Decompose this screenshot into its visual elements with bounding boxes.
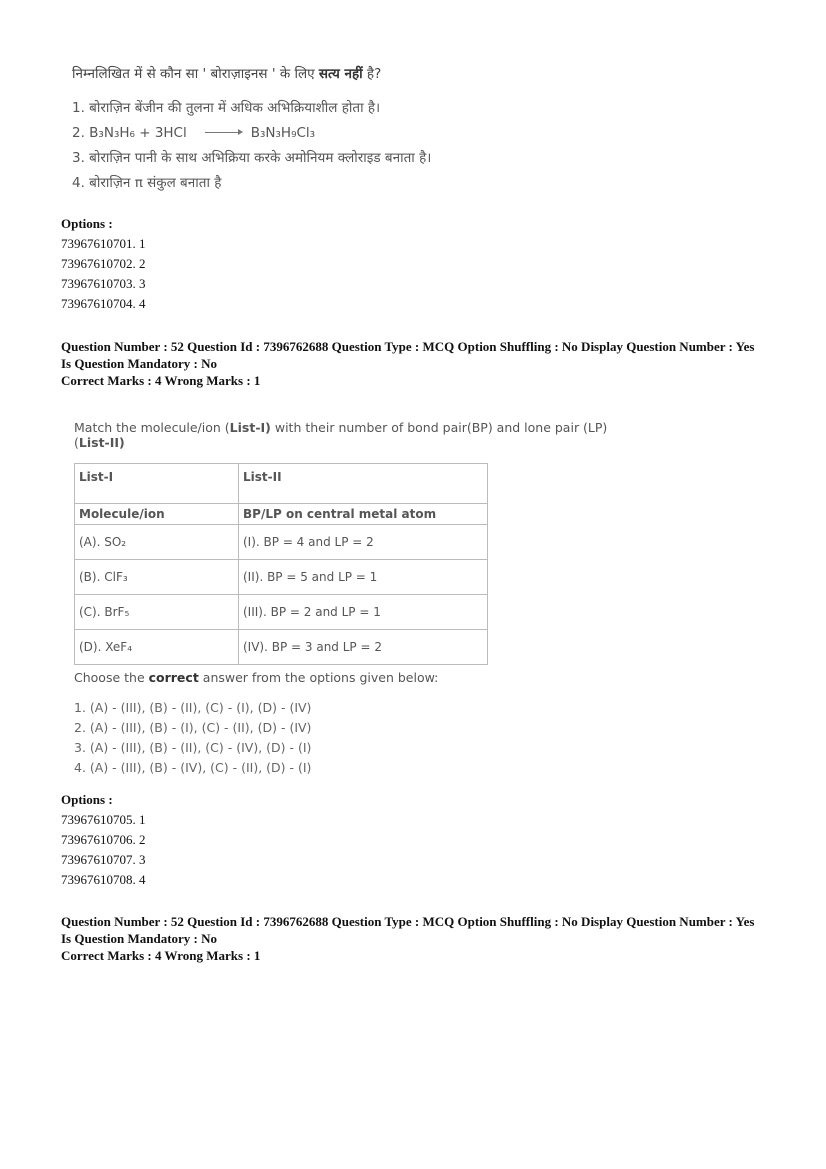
question-meta [61, 338, 781, 389]
options-label: Options : [61, 792, 113, 807]
table-cell: (A). SO₂ [75, 525, 239, 560]
answer-choice: 1. (A) - (III), (B) - (II), (C) - (I), (D) - (IV) [74, 700, 312, 715]
question-meta-line: Question Number : 52 Question Id : 7396762688 Question Type : MCQ Option Shuffling : No Display Question Number : Yes [61, 914, 755, 929]
question1-statement: 1. बोराज़िन बेंजीन की तुलना में अधिक अभिक्रियाशील होता है। [72, 100, 381, 116]
table-subheader-cell: BP/LP on central metal atom [239, 504, 488, 525]
match-table [74, 463, 488, 665]
question2-instruction: Choose the correct answer from the options given below: [74, 670, 439, 685]
table-row [75, 560, 488, 595]
table-cell: (B). ClF₃ [75, 560, 239, 595]
answer-choice: 3. (A) - (III), (B) - (II), (C) - (IV), (D) - (I) [74, 740, 312, 755]
options1-block [61, 214, 146, 314]
question1-statement: 4. बोराज़िन π संकुल बनाता है [72, 175, 222, 191]
table-header-cell: List-I [75, 464, 239, 504]
question-meta [61, 913, 781, 964]
question-meta-line: Correct Marks : 4 Wrong Marks : 1 [61, 948, 261, 963]
table-subheader-cell: Molecule/ion [75, 504, 239, 525]
table-row [75, 525, 488, 560]
table-cell: (IV). BP = 3 and LP = 2 [239, 630, 488, 665]
question2-intro: Match the molecule/ion (List-I) with their number of bond pair(BP) and lone pair (LP) (List-II) [74, 420, 608, 450]
option-item: 73967610705. 1 [61, 812, 146, 827]
options2-block [61, 790, 146, 890]
option-item: 73967610708. 4 [61, 872, 146, 887]
option-item: 73967610703. 3 [61, 276, 146, 291]
reaction-arrow-icon [205, 132, 241, 133]
question-meta-line: Is Question Mandatory : No [61, 356, 218, 371]
option-item: 73967610704. 4 [61, 296, 146, 311]
option-item: 73967610702. 2 [61, 256, 146, 271]
options-label: Options : [61, 216, 113, 231]
answer-choice: 2. (A) - (III), (B) - (I), (C) - (II), (D) - (IV) [74, 720, 312, 735]
table-cell: (C). BrF₅ [75, 595, 239, 630]
option-item: 73967610701. 1 [61, 236, 146, 251]
question-meta-line: Correct Marks : 4 Wrong Marks : 1 [61, 373, 261, 388]
table-cell: (I). BP = 4 and LP = 2 [239, 525, 488, 560]
option-item: 73967610707. 3 [61, 852, 146, 867]
option-item: 73967610706. 2 [61, 832, 146, 847]
question1-title: निम्नलिखित में से कौन सा ' बोराज़ाइनस ' के लिए सत्य नहीं है? [72, 66, 382, 82]
table-row [75, 630, 488, 665]
question1-statement: 2. B₃N₃H₆ + 3HCl B₃N₃H₉Cl₃ [72, 125, 316, 141]
table-subheader-row [75, 504, 488, 525]
question1-image [72, 64, 492, 196]
question-meta-line: Is Question Mandatory : No [61, 931, 218, 946]
table-header-row [75, 464, 488, 504]
question2-image [74, 420, 634, 778]
table-cell: (II). BP = 5 and LP = 1 [239, 560, 488, 595]
table-cell: (III). BP = 2 and LP = 1 [239, 595, 488, 630]
question-meta-line: Question Number : 52 Question Id : 7396762688 Question Type : MCQ Option Shuffling : No Display Question Number : Yes [61, 339, 755, 354]
table-cell: (D). XeF₄ [75, 630, 239, 665]
question1-statement: 3. बोराज़िन पानी के साथ अभिक्रिया करके अमोनियम क्लोराइड बनाता है। [72, 150, 432, 166]
answer-choice: 4. (A) - (III), (B) - (IV), (C) - (II), (D) - (I) [74, 760, 312, 775]
table-header-cell: List-II [239, 464, 488, 504]
table-row [75, 595, 488, 630]
